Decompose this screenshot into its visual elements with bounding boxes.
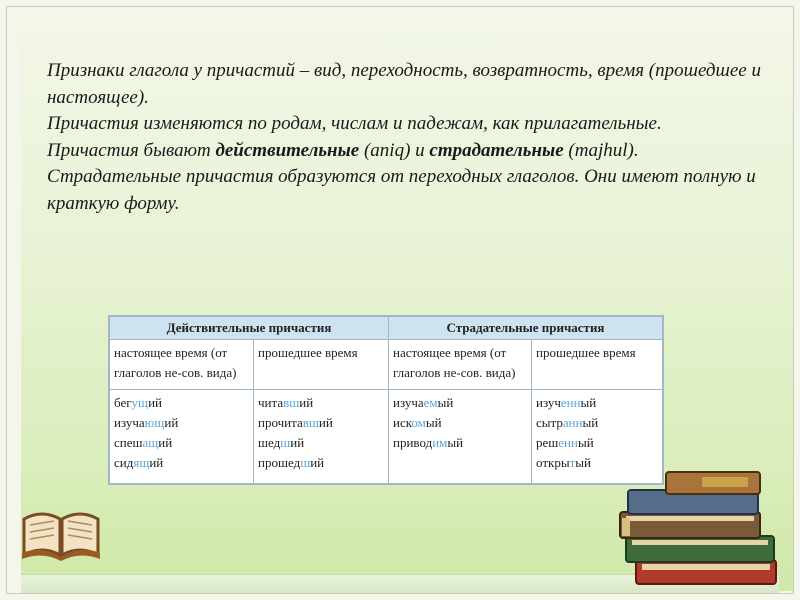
word-ending: ый (425, 415, 442, 431)
word-ending: ий (149, 455, 164, 471)
participle-word (393, 413, 527, 433)
word-ending: ий (290, 435, 305, 451)
word-stem: изуч (536, 395, 561, 411)
participle-word (258, 393, 384, 413)
word-stem: откры (536, 455, 570, 471)
word-stem: сид (114, 455, 134, 471)
paragraph-types (47, 138, 767, 165)
participle-word (536, 433, 658, 453)
words-active-past (254, 390, 389, 484)
types-text-3: (majhul). (563, 139, 639, 161)
word-suffix: ем (423, 395, 438, 411)
paragraph-verb-features: Признаки глагола у причастий – вид, переходность, возвратность, время (прошедшее и настоящее). (47, 60, 761, 108)
word-stem: шед (258, 435, 281, 451)
word-stem: изуча (114, 415, 145, 431)
word-stem: привод (393, 435, 433, 451)
word-suffix: енн (560, 395, 581, 411)
word-suffix: вш (283, 395, 300, 411)
word-ending: ий (158, 435, 173, 451)
subheader-passive-past: прошедшее время (532, 340, 664, 390)
participles-table (108, 315, 664, 485)
participle-word (393, 393, 527, 413)
open-book-icon (20, 505, 102, 561)
word-suffix: анн (562, 415, 583, 431)
word-suffix: т (569, 455, 576, 471)
word-stem: чита (258, 395, 284, 411)
slide-text (47, 58, 767, 217)
participle-word (114, 413, 249, 433)
book-stack-icon (614, 470, 784, 588)
table-header-row (109, 316, 663, 340)
participle-word (258, 453, 384, 473)
subheader-active-past: прошедшее время (254, 340, 389, 390)
participle-word (114, 393, 249, 413)
word-stem: изуча (393, 395, 424, 411)
word-ending: ий (148, 395, 162, 411)
words-active-present (109, 390, 254, 484)
word-stem: прошед (258, 455, 301, 471)
word-suffix: енн (558, 435, 578, 451)
word-stem: прочита (258, 415, 303, 431)
word-suffix: ш (300, 455, 311, 471)
word-stem: спеш (114, 435, 143, 451)
word-stem: бег (114, 395, 132, 411)
types-text-1: Причастия бывают (47, 139, 216, 161)
word-ending: ый (580, 395, 597, 411)
word-stem: иск (393, 415, 412, 431)
word-ending: ый (577, 435, 594, 451)
word-suffix: им (432, 435, 448, 451)
word-suffix: ющ (144, 415, 165, 431)
term-active: действительные (215, 139, 360, 161)
participle-word (114, 453, 249, 473)
subheader-passive-present: настоящее время (от глаголов не-сов. вида) (389, 340, 532, 390)
table-subheader-row (109, 340, 663, 390)
participle-word (258, 433, 384, 453)
word-ending: ий (310, 455, 325, 471)
word-suffix: ущ (131, 395, 149, 411)
types-text-2: (aniq) и (359, 139, 430, 161)
word-ending: ый (582, 415, 599, 431)
subheader-active-present: настоящее время (от глаголов не-сов. вида) (109, 340, 254, 390)
participle-word (393, 433, 527, 453)
word-suffix: ш (280, 435, 291, 451)
participle-word (536, 413, 658, 433)
words-passive-present (389, 390, 532, 484)
word-stem: сытр (536, 415, 563, 431)
word-ending: ый (575, 455, 591, 471)
word-ending: ый (437, 395, 454, 411)
word-suffix: ящ (133, 455, 150, 471)
word-suffix: вш (302, 415, 319, 431)
paragraph-passive-formation: Страдательные причастия образуются от переходных глаголов. Они имеют полную и краткую форму. (47, 166, 756, 214)
header-passive: Страдательные причастия (389, 316, 664, 340)
paragraph-inflection: Причастия изменяются по родам, числам и падежам, как прилагательные. (47, 113, 662, 134)
header-active: Действительные причастия (109, 316, 389, 340)
word-suffix: ащ (142, 435, 159, 451)
participle-word (536, 393, 658, 413)
term-passive: страдательные (429, 139, 564, 161)
word-suffix: ом (411, 415, 426, 431)
word-stem: реш (536, 435, 559, 451)
participle-word (114, 433, 249, 453)
word-ending: ый (447, 435, 464, 451)
participle-word (258, 413, 384, 433)
word-ending: ий (164, 415, 179, 431)
table-row-words (109, 390, 663, 484)
word-ending: ий (318, 415, 333, 431)
word-ending: ий (299, 395, 314, 411)
